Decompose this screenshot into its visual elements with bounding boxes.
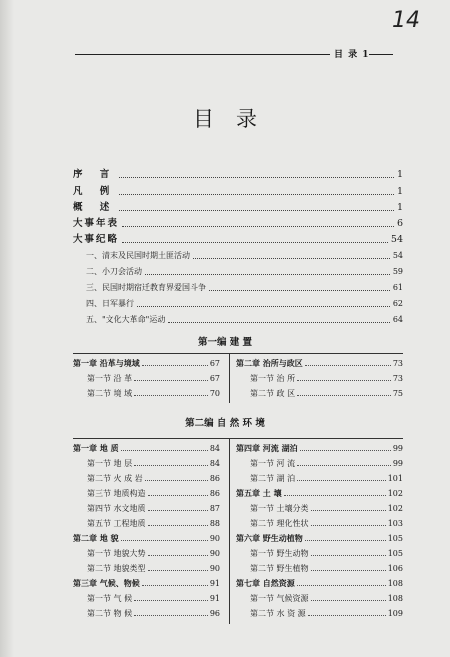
entry-label: 一、清末及民国时期土匪活动 [86,251,190,260]
toc-section [250,547,403,559]
entry-page: 88 [209,519,220,528]
entry-label: 第二章 治所与政区 [236,358,303,368]
toc-section [250,502,403,514]
entry-label: 第二节 物 候 [87,609,133,618]
toc-section [250,472,403,484]
entry-page: 90 [209,549,220,558]
toc-chapter [73,442,220,454]
leader-dots [122,242,388,243]
running-header: 目 录 1 [334,50,370,60]
entry-label: 第一节 地貌大势 [87,549,146,558]
entry-page: 99 [392,459,403,468]
toc-section [87,472,220,484]
scan-edge [0,0,14,657]
leader-dots [297,395,391,396]
leader-dots [168,322,389,323]
toc-section [87,562,220,574]
leader-dots [284,495,386,496]
leader-dots [121,450,208,451]
toc-section [87,487,220,499]
entry-label: 第二节 境 域 [87,389,133,398]
toc-chapter [236,532,403,544]
entry-label: 第二节 理化性状 [250,519,309,528]
entry-page: 1 [396,186,403,197]
leader-dots [137,306,390,307]
entry-page: 86 [209,474,220,483]
toc-sub-entry [86,248,403,262]
leader-dots [311,510,386,511]
entry-page: 99 [392,444,403,453]
entry-page: 86 [209,489,220,498]
leader-dots [311,555,386,556]
entry-label: 三、民国时期宿迁教育界爱国斗争 [86,283,206,292]
toc-section [250,457,403,469]
entry-label: 第一节 气 候 [87,594,133,603]
leader-dots [305,540,386,541]
toc-sub-entry [86,264,403,278]
leader-dots [148,555,208,556]
entry-label: 大事纪略 [73,234,120,245]
toc-section [250,517,403,529]
entry-page: 108 [387,579,403,588]
section-rule [73,353,403,354]
entry-label: 第二节 湖 泊 [250,474,296,483]
toc-entry [73,167,403,181]
header-rule [75,54,330,55]
toc-section [87,372,220,384]
entry-page: 96 [209,609,220,618]
entry-page: 70 [209,389,220,398]
entry-page: 90 [209,564,220,573]
entry-page: 1 [396,202,403,213]
entry-label: 序 言 [73,169,117,180]
entry-label: 第七章 自然资源 [236,578,295,588]
entry-label: 第一节 地 层 [87,459,133,468]
toc-section [87,387,220,399]
section-rule [73,438,403,439]
entry-label: 凡 例 [73,186,117,197]
entry-page: 84 [209,459,220,468]
entry-page: 101 [387,474,403,483]
entry-label: 第一节 野生动物 [250,549,309,558]
entry-label: 第二节 政 区 [250,389,296,398]
toc-sub-entry [86,312,403,326]
leader-dots [134,600,208,601]
leader-dots [297,480,386,481]
leader-dots [119,177,394,178]
entry-page: 54 [390,234,403,245]
leader-dots [311,525,386,526]
toc-section [87,607,220,619]
entry-page: 73 [392,359,403,368]
toc-section [87,517,220,529]
entry-label: 第五章 土 壤 [236,488,282,498]
toc-section [250,372,403,384]
toc-chapter [73,532,220,544]
entry-label: 概 述 [73,202,117,213]
entry-page: 108 [387,594,403,603]
leader-dots [148,510,208,511]
entry-page: 105 [387,534,403,543]
entry-label: 第二节 火 成 岩 [87,474,143,483]
leader-dots [134,615,208,616]
leader-dots [300,450,391,451]
leader-dots [122,226,394,227]
page-title: 目录 [193,107,279,131]
entry-label: 第一节 气候资源 [250,594,309,603]
entry-label: 第一节 沿 革 [87,374,133,383]
leader-dots [142,365,208,366]
entry-page: 109 [387,609,403,618]
leader-dots [297,465,391,466]
leader-dots [119,194,394,195]
entry-label: 第三节 地质构造 [87,489,146,498]
entry-label: 第二章 地 貌 [73,533,119,543]
handwritten-page-number: 14 [392,8,420,33]
leader-dots [134,395,208,396]
toc-entry [73,216,403,230]
entry-page: 103 [387,519,403,528]
entry-label: 第六章 野生动植物 [236,533,303,543]
leader-dots [142,585,208,586]
header-rule-right [369,54,393,55]
leader-dots [148,570,208,571]
toc-section [87,457,220,469]
leader-dots [145,480,208,481]
entry-page: 84 [209,444,220,453]
toc-section [250,607,403,619]
entry-label: 四、日军暴行 [86,299,134,308]
entry-page: 1 [396,169,403,180]
entry-label: 第四章 河流 湖泊 [236,443,298,453]
leader-dots [311,600,386,601]
toc-chapter [236,577,403,589]
leader-dots [193,258,390,259]
toc-chapter [73,357,220,369]
entry-page: 73 [392,374,403,383]
leader-dots [121,540,208,541]
entry-label: 第二节 野生植物 [250,564,309,573]
toc-sub-entry [86,296,403,310]
entry-label: 二、小刀会活动 [86,267,142,276]
leader-dots [305,365,391,366]
entry-page: 90 [209,534,220,543]
entry-page: 67 [209,359,220,368]
entry-label: 第二节 地貌类型 [87,564,146,573]
entry-page: 64 [392,315,403,324]
leader-dots [209,290,390,291]
part-title: 第二编 自 然 环 境 [185,418,265,429]
leader-dots [297,380,391,381]
entry-page: 102 [387,504,403,513]
toc-section [87,547,220,559]
leader-dots [148,525,208,526]
entry-label: 第五节 工程地质 [87,519,146,528]
toc-section [87,502,220,514]
toc-chapter [236,442,403,454]
toc-entry [73,200,403,214]
toc-section [87,592,220,604]
entry-page: 105 [387,549,403,558]
leader-dots [119,210,394,211]
entry-label: 第一节 河 流 [250,459,296,468]
entry-page: 54 [392,251,403,260]
entry-page: 75 [392,389,403,398]
entry-page: 106 [387,564,403,573]
entry-label: 大事年表 [73,218,120,229]
leader-dots [145,274,390,275]
entry-label: 第一节 治 所 [250,374,296,383]
toc-section [250,562,403,574]
entry-page: 62 [392,299,403,308]
entry-page: 102 [387,489,403,498]
toc-section [250,592,403,604]
entry-label: 第一节 土壤分类 [250,504,309,513]
leader-dots [297,585,386,586]
column-divider [229,438,230,624]
toc-entry [73,232,403,246]
toc-chapter [236,357,403,369]
entry-page: 91 [209,579,220,588]
entry-page: 61 [392,283,403,292]
entry-label: 第一章 沿革与境域 [73,358,140,368]
entry-page: 6 [396,218,403,229]
toc-sub-entry [86,280,403,294]
leader-dots [134,380,208,381]
leader-dots [134,465,208,466]
column-divider [229,353,230,403]
entry-label: 第一章 地 质 [73,443,119,453]
entry-page: 59 [392,267,403,276]
entry-label: 第二节 水 资 源 [250,609,306,618]
toc-chapter [73,577,220,589]
entry-page: 91 [209,594,220,603]
entry-page: 67 [209,374,220,383]
entry-label: 第四节 水文地质 [87,504,146,513]
part-title: 第一编 建 置 [197,337,253,348]
toc-entry [73,184,403,198]
entry-label: 五、"文化大革命"运动 [86,315,166,324]
leader-dots [311,570,386,571]
toc-section [250,387,403,399]
leader-dots [308,615,386,616]
entry-label: 第三章 气候、物候 [73,578,140,588]
entry-page: 87 [209,504,220,513]
toc-chapter [236,487,403,499]
leader-dots [148,495,208,496]
